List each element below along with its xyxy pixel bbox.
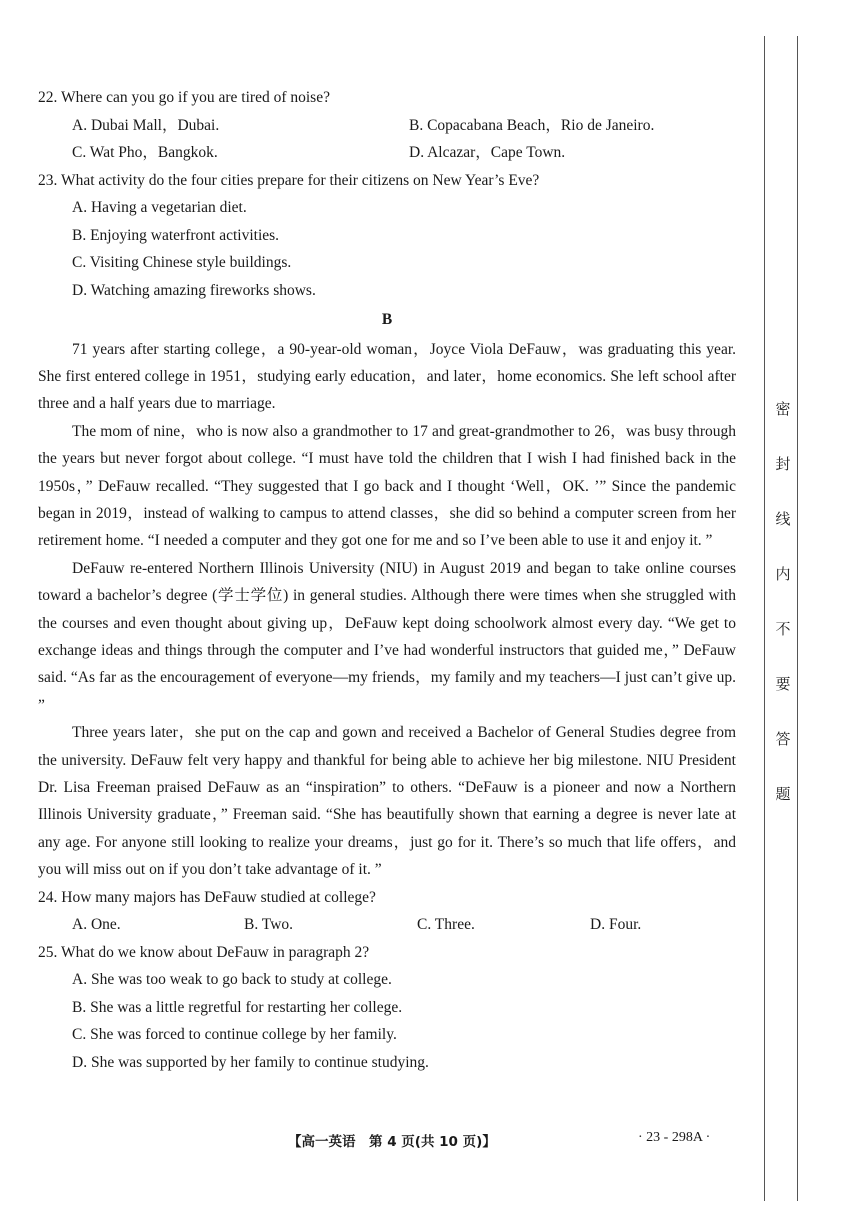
question-24 bbox=[38, 884, 736, 939]
question-text: 25. What do we know about DeFauw in paragraph 2? bbox=[38, 943, 370, 961]
paragraph-4: Three years later，she put on the cap and gown and received a Bachelor of General Studies degree from the university. DeFauw felt very happy and thankful for being able to achieve her big milestone. NIU President Dr. Lisa Freeman praised DeFauw as an “inspiration” to others. “DeFauw is a pioneer and now a Northern Illinois University graduate，” Freeman said. “She has beautifully shown that earning a degree is never late at any age. For anyone still looking to realize your dreams，just go for it. There’s so much that life offers，and you will miss out on if you don’t take advantage of it. ” bbox=[38, 724, 736, 879]
section-heading: B bbox=[381, 311, 393, 328]
seal-char: 密 bbox=[775, 400, 791, 418]
seal-char: 答 bbox=[775, 730, 791, 748]
page-content bbox=[38, 84, 736, 1076]
binding-line-inner bbox=[764, 36, 765, 1201]
paragraph-1: 71 years after starting college，a 90-year-old woman，Joyce Viola DeFauw，was graduating this year. She first entered college in 1951，studying early education，and later，home economics. She left school after three and a half years due to marriage. bbox=[38, 340, 736, 413]
option-a: A. She was too weak to go back to study at college. bbox=[72, 971, 392, 989]
seal-char: 封 bbox=[775, 455, 791, 473]
reading-passage bbox=[38, 336, 736, 884]
option-b: B. Enjoying waterfront activities. bbox=[72, 226, 280, 244]
options-row bbox=[38, 112, 736, 140]
seal-char: 线 bbox=[775, 510, 791, 528]
option-a: A. Having a vegetarian diet. bbox=[72, 199, 247, 216]
footer-page-info: 【高一英语 第 4 页(共 10 页)】 bbox=[288, 1134, 496, 1150]
seal-char: 题 bbox=[775, 785, 791, 803]
option-a: A. Dubai Mall，Dubai. bbox=[72, 116, 220, 134]
option-a: A. One. bbox=[72, 916, 121, 934]
seal-char: 要 bbox=[775, 675, 791, 693]
option-d: D. Four. bbox=[590, 916, 642, 934]
paragraph-2: The mom of nine，who is now also a grandmother to 17 and great-grandmother to 26，was busy through the years but never forgot about college. “I must have told the children that I wish I had finished back in the 1950s，” DeFauw recalled. “They suggested that I go back and I thought ‘Well，OK. ’” Since the pandemic began in 2019，instead of walking to campus to attend classes，she did so behind a computer screen from her retirement home. “I needed a computer and they got one for me and so I’ve been able to use it and enjoy it. ” bbox=[38, 422, 736, 550]
question-text: 24. How many majors has DeFauw studied at college? bbox=[38, 888, 376, 906]
seal-char: 不 bbox=[775, 620, 791, 638]
option-b: B. Two. bbox=[244, 916, 294, 934]
options-row bbox=[38, 911, 736, 939]
question-22 bbox=[38, 84, 736, 167]
option-c: C. She was forced to continue college by her family. bbox=[72, 1026, 397, 1044]
seal-char: 内 bbox=[775, 565, 791, 583]
option-d: D. Watching amazing fireworks shows. bbox=[72, 281, 316, 299]
seal-line-notice bbox=[770, 398, 796, 838]
option-c: C. Visiting Chinese style buildings. bbox=[72, 254, 292, 271]
question-text: 23. What activity do the four cities prepare for their citizens on New Year’s Eve? bbox=[38, 171, 540, 189]
paragraph-3: DeFauw re-entered Northern Illinois University (NIU) in August 2019 and began to take online courses toward a bachelor’s degree (学士学位) in general studies. Although there were times when she struggled with the courses and even thought about giving up，DeFauw kept doing schoolwork almost every day. “We get to exchange ideas and things through the computer and I’ve had wonderful instructors that guided me，” DeFauw said. “As far as the encouragement of everyone—my friends，my family and my teachers—I just can’t give up. ” bbox=[38, 559, 736, 714]
footer-code: · 23 - 298A · bbox=[638, 1130, 711, 1145]
option-c: C. Wat Pho，Bangkok. bbox=[72, 144, 218, 161]
option-c: C. Three. bbox=[417, 916, 475, 934]
option-d: D. Alcazar，Cape Town. bbox=[409, 144, 566, 161]
option-b: B. Copacabana Beach，Rio de Janeiro. bbox=[409, 116, 655, 134]
options-row bbox=[38, 139, 736, 167]
question-text: 22. Where can you go if you are tired of noise? bbox=[38, 89, 330, 106]
option-b: B. She was a little regretful for restarting her college. bbox=[72, 998, 403, 1016]
question-23 bbox=[38, 167, 736, 305]
option-d: D. She was supported by her family to continue studying. bbox=[72, 1053, 429, 1071]
question-25 bbox=[38, 939, 736, 1077]
binding-line-outer bbox=[797, 36, 798, 1201]
